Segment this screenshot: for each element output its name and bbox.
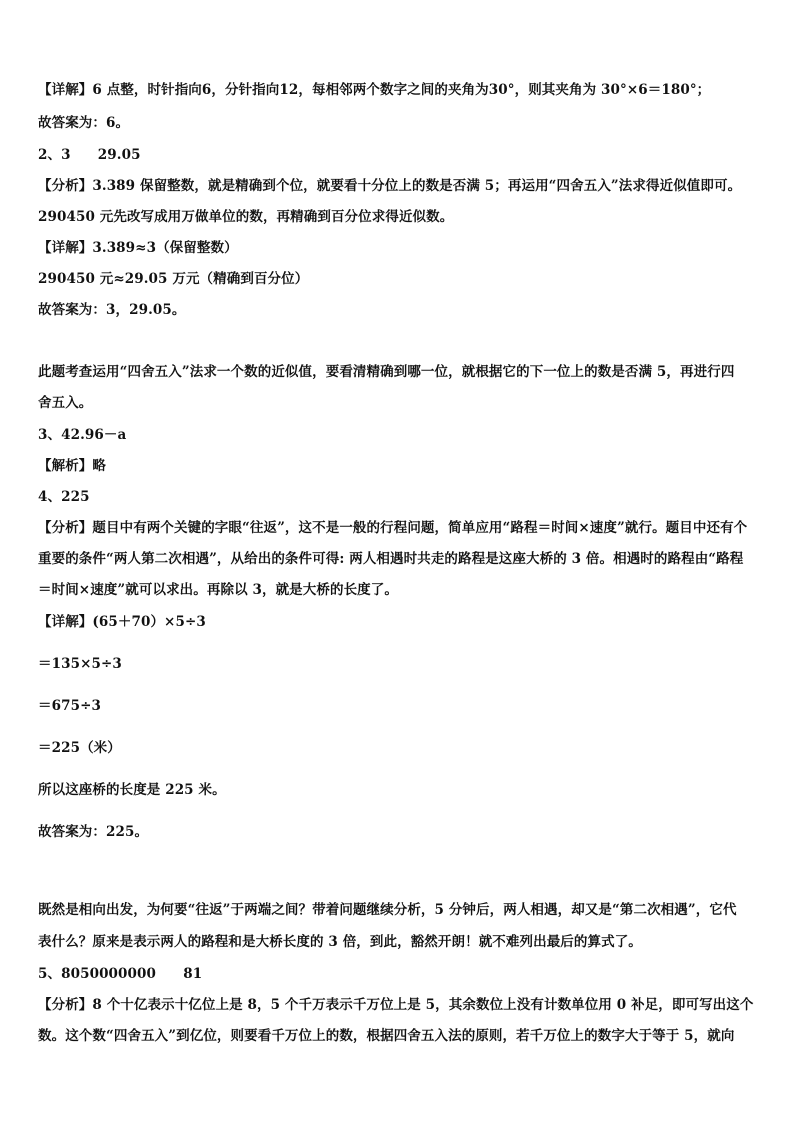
text-line-14: 【分析】题目中有两个关键的字眼“往返”，这不是一般的行程问题，简单应用“路程＝时间×速度”就行。题目中还有个 — [38, 520, 748, 536]
text-line-20: ＝225（米） — [38, 740, 121, 756]
text-line-6: 【详解】3.389≈3（保留整数） — [38, 240, 238, 256]
text-line-12: 【解析】略 — [38, 458, 106, 474]
text-line-2: 故答案为：6。 — [38, 115, 130, 131]
text-line-17: 【详解】(65＋70）×5÷3 — [38, 614, 206, 630]
text-line-1: 【详解】6 点整，时针指向6，分针指向12，每相邻两个数字之间的夹角为30°，则其夹角为 30°×6＝180°； — [38, 82, 711, 98]
text-line-24: 表什么？原来是表示两人的路程和是大桥长度的 3 倍，到此，豁然开朗！就不难列出最后的算式了。 — [38, 934, 642, 950]
text-line-13: 4、225 — [38, 489, 90, 505]
text-line-22: 故答案为：225。 — [38, 824, 149, 840]
text-line-27: 数。这个数“四舍五入”到亿位，则要看千万位上的数，根据四舍五入法的原则，若千万位上的数字大于等于 5，就向 — [38, 1028, 735, 1044]
text-line-26: 【分析】8 个十亿表示十亿位上是 8，5 个千万表示千万位上是 5，其余数位上没有计数单位用 0 补足，即可写出这个 — [38, 997, 754, 1013]
text-line-25: 5、8050000000 81 — [38, 966, 203, 982]
text-line-15: 重要的条件“两人第二次相遇”，从给出的条件可得: 两人相遇时共走的路程是这座大桥的 3 倍。相遇时的路程由“路程 — [38, 551, 744, 567]
text-line-3: 2、3 29.05 — [38, 147, 141, 163]
text-line-7: 290450 元≈29.05 万元（精确到百分位） — [38, 271, 309, 287]
text-line-11: 3、42.96－a — [38, 427, 127, 443]
text-line-9: 此题考查运用“四舍五入”法求一个数的近似值，要看清精确到哪一位，就根据它的下一位上的数是否满 5，再进行四 — [38, 364, 735, 380]
text-line-10: 舍五入。 — [38, 395, 93, 411]
text-line-16: ＝时间×速度”就可以求出。再除以 3，就是大桥的长度了。 — [38, 582, 398, 598]
text-line-8: 故答案为：3，29.05。 — [38, 302, 186, 318]
text-line-4: 【分析】3.389 保留整数，就是精确到个位，就要看十分位上的数是否满 5；再运用“四舍五入”法求得近似值即可。 — [38, 178, 742, 194]
text-line-18: ＝135×5÷3 — [38, 656, 122, 672]
text-line-23: 既然是相向出发，为何要“往返”于两端之间？带着问题继续分析，5 分钟后，两人相遇，却又是“第二次相遇”，它代 — [38, 902, 737, 918]
text-line-21: 所以这座桥的长度是 225 米。 — [38, 782, 226, 798]
text-line-19: ＝675÷3 — [38, 698, 101, 714]
text-line-5: 290450 元先改写成用万做单位的数，再精确到百分位求得近似数。 — [38, 209, 454, 225]
